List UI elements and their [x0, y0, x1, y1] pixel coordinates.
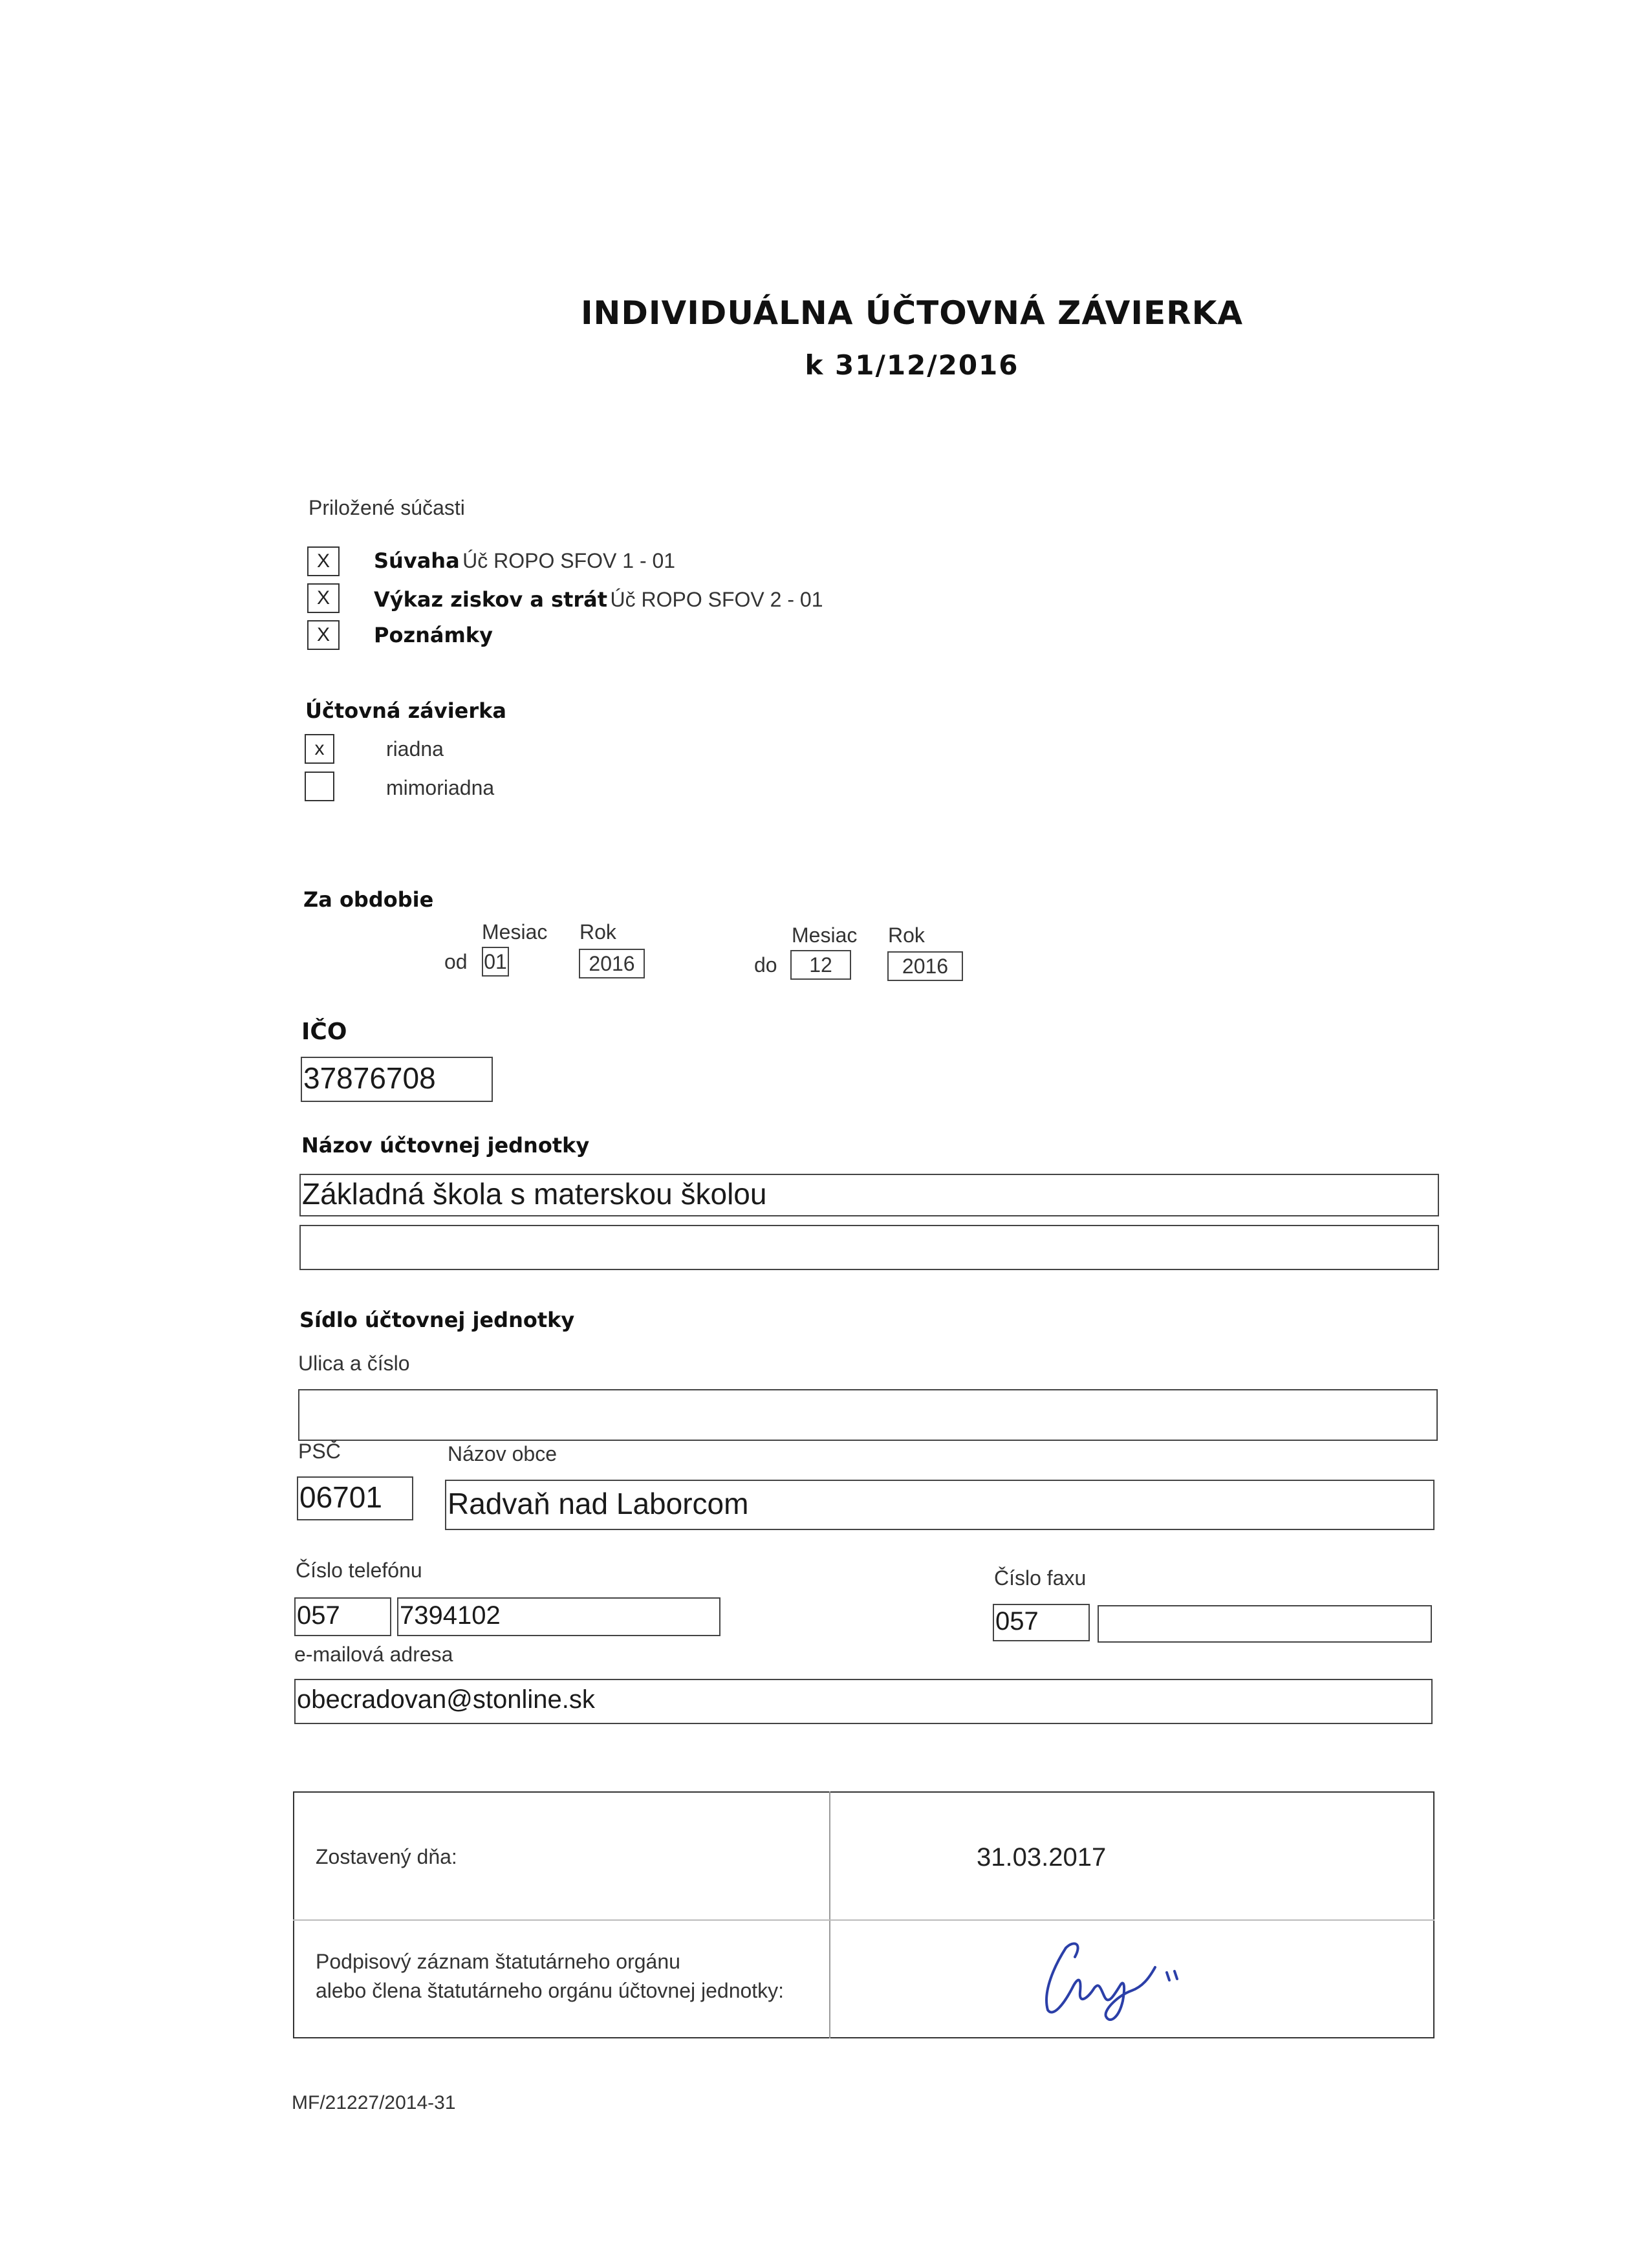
city-field[interactable]: Radvaň nad Laborcom [445, 1480, 1435, 1530]
street-label: Ulica a číslo [298, 1352, 410, 1375]
attachment-form: Úč ROPO SFOV 2 - 01 [610, 588, 823, 611]
closing-checkbox-riadna[interactable]: x [305, 734, 334, 764]
psc-label: PSČ [298, 1440, 341, 1463]
closing-checkbox-mimoriadna[interactable] [305, 772, 334, 801]
signature-label-line1: Podpisový záznam štatutárneho orgánu [316, 1950, 680, 1973]
from-month-field[interactable]: 01 [482, 947, 509, 977]
unit-name-label: Názov účtovnej jednotky [301, 1133, 590, 1158]
seat-label: Sídlo účtovnej jednotky [299, 1308, 575, 1332]
document-date: k 31/12/2016 [805, 349, 1019, 381]
to-year-field[interactable]: 2016 [887, 951, 963, 981]
closing-type-label: Účtovná závierka [305, 698, 507, 723]
period-label: Za obdobie [303, 887, 434, 912]
phone-label: Číslo telefónu [296, 1559, 422, 1582]
fax-label: Číslo faxu [994, 1566, 1087, 1590]
psc-field[interactable]: 06701 [297, 1476, 413, 1520]
from-month-label: Mesiac [482, 920, 548, 944]
attachment-name: Poznámky [374, 623, 493, 647]
phone-number-field[interactable]: 7394102 [397, 1597, 720, 1636]
compiled-date-label: Zostavený dňa: [316, 1845, 457, 1868]
closing-option-riadna: riadna [386, 737, 444, 761]
attachment-item-poznamky [374, 623, 493, 647]
unit-name-field-line1[interactable]: Základná škola s materskou školou [299, 1174, 1439, 1216]
from-year-label: Rok [579, 920, 616, 944]
attachment-name: Súvaha [374, 548, 460, 573]
attachment-checkbox-vykaz[interactable]: X [307, 583, 340, 613]
document-title: INDIVIDUÁLNA ÚČTOVNÁ ZÁVIERKA [580, 294, 1244, 332]
attachment-form: Úč ROPO SFOV 1 - 01 [462, 549, 676, 572]
handwritten-signature [1028, 1934, 1209, 2031]
from-year-field[interactable]: 2016 [579, 949, 645, 978]
ico-label: IČO [301, 1019, 347, 1045]
unit-name-field-line2[interactable] [299, 1225, 1439, 1270]
form-code: MF/21227/2014-31 [292, 2092, 456, 2113]
attachment-checkbox-poznamky[interactable]: X [307, 620, 340, 650]
street-field[interactable] [298, 1389, 1438, 1441]
to-label: do [754, 953, 777, 977]
signature-table-divider [829, 1791, 830, 2038]
from-label: od [444, 950, 468, 973]
attachments-label: Priložené súčasti [309, 496, 465, 519]
compiled-date-value: 31.03.2017 [977, 1843, 1107, 1872]
fax-number-field[interactable] [1098, 1605, 1432, 1643]
city-label: Názov obce [448, 1442, 557, 1465]
to-month-label: Mesiac [792, 923, 858, 947]
email-field[interactable]: obecradovan@stonline.sk [294, 1679, 1433, 1724]
signature-table-row-divider [293, 1919, 1435, 1921]
email-label: e-mailová adresa [294, 1643, 453, 1666]
phone-prefix-field[interactable]: 057 [294, 1597, 391, 1636]
fax-prefix-field[interactable]: 057 [993, 1604, 1090, 1641]
closing-option-mimoriadna: mimoriadna [386, 776, 495, 799]
attachment-item-vykaz [374, 587, 823, 612]
to-year-label: Rok [888, 923, 925, 947]
ico-field[interactable]: 37876708 [301, 1057, 493, 1102]
attachment-checkbox-suvaha[interactable]: X [307, 546, 340, 576]
attachment-item-suvaha [374, 548, 675, 573]
to-month-field[interactable]: 12 [790, 950, 851, 980]
signature-label-line2: alebo člena štatutárneho orgánu účtovnej jednotky: [316, 1979, 785, 2002]
attachment-name: Výkaz ziskov a strát [374, 587, 608, 612]
